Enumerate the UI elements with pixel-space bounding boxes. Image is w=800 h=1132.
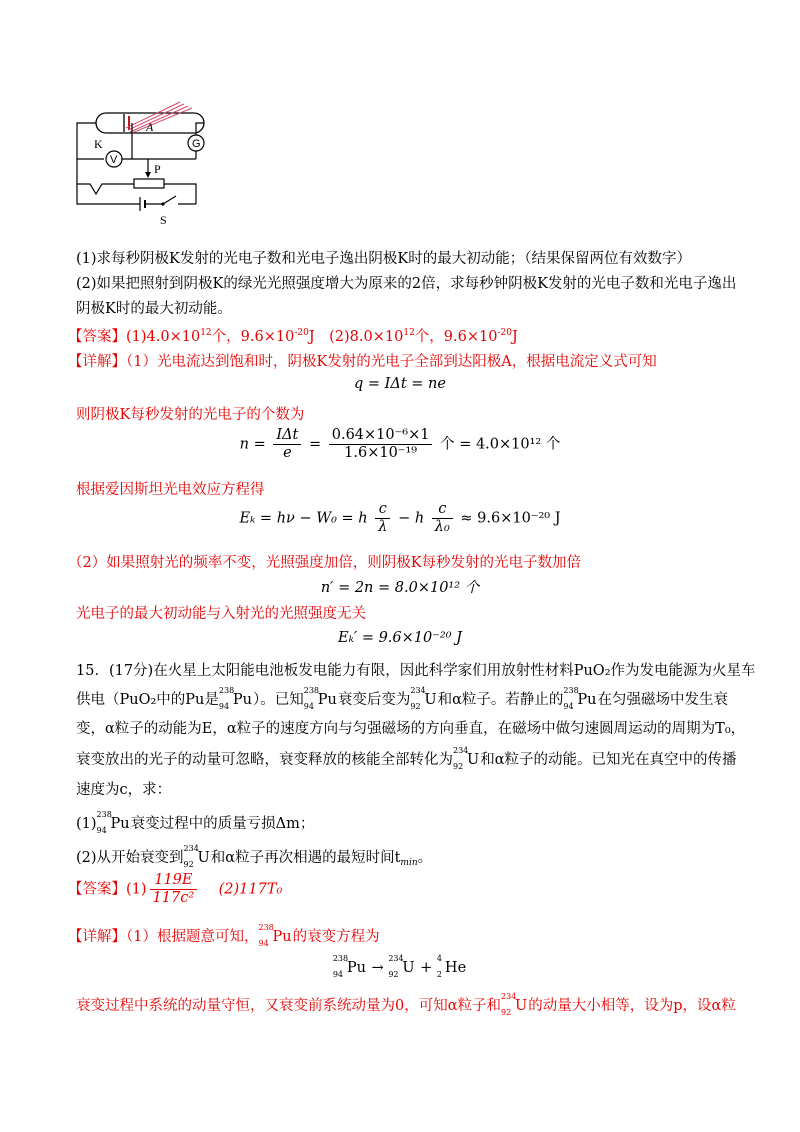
q14-part2-line2: 阴极K时的最大初动能。 [76, 301, 232, 317]
q15-answer: 【答案】(1) $\frac{119E}{\text{117c²}}$ (2)117T₀ [68, 872, 283, 906]
q15-line1: 15．(17分)在火星上太阳能电池板发电能力有限，因此科学家们用放射性材料PuO₂作为发电能源为火星车 [76, 663, 756, 679]
q14-eq4: n′ = 2n = 8.0×10¹² 个 [320, 580, 480, 596]
q14-detail-3: 根据爱因斯坦光电效应方程得 [76, 482, 265, 498]
label-s: S [160, 213, 167, 227]
q15-question1: (1) 238 94 Pu衰变过程中的质量亏损Δm； [76, 810, 315, 835]
q15-line4: 衰变放出的光子的动量可忽略，衰变释放的核能全部转化为 234 92 U和α粒子的动能。已知光在真空中的传播 [76, 746, 737, 771]
photoelectric-circuit-diagram [60, 100, 280, 230]
label-a: A [146, 120, 154, 134]
q14-eq3: Eₖ = hν − W₀ = h $\frac{c}{\lambda}$ − h $\frac{c}{\text{λ₀}}$ ≈ 9.6×10⁻²⁰ J [239, 501, 561, 535]
q14-detail-5: 光电子的最大初动能与入射光的光照强度无关 [76, 606, 366, 622]
q14-detail-4: （2）如果照射光的频率不变，光照强度加倍，则阴极K每秒发射的光电子数加倍 [68, 555, 582, 571]
q14-eq1: q = IΔt = ne [354, 376, 446, 392]
light-rays [126, 102, 192, 133]
label-k: K [94, 137, 103, 151]
label-p: P [154, 162, 161, 176]
q15-line2: 供电（PuO₂中的Pu是 238 94 Pu）。已知 238 94 Pu衰变后变为 234 92 U和α粒子。若静止的 238 94 Pu在匀强磁场中发生衰 [76, 686, 728, 711]
q15-detail-2: 衰变过程中系统的动量守恒，又衰变前系统动量为0，可知α粒子和 234 92 U的动量大小相等，设为p，设α粒 [76, 992, 736, 1017]
q15-line5: 速度为c，求： [76, 782, 172, 798]
q15-line3: 变，α粒子的动能为E，α粒子的速度方向与匀强磁场的方向垂直，在磁场中做匀速圆周运动的周期为T₀， [76, 721, 746, 737]
label-v: V [110, 154, 118, 166]
q14-eq2: n = $\frac{\text{IΔt}}{e}$ = $\frac{\text{0.64×10⁻⁶×1}}{\text{1.6×10⁻¹⁹}}$ 个 = 4.0×10¹² 个 [239, 427, 561, 461]
q14-part1: (1)求每秒阴极K发射的光电子数和光电子逸出阴极K时的最大初动能；（结果保留两位有效数字） [76, 251, 691, 267]
q14-answer: 【答案】$(1)4.0\times 10^{12}$个，$9.6\times 10^{-20}J$ $(2)8.0\times 10^{12}$个，$9.6\times 10^{-20}J$ [68, 328, 518, 345]
q14-detail-1: 【详解】（1）光电流达到饱和时，阴极K发射的光电子全部到达阳极A，根据电流定义式可知 [68, 354, 657, 370]
q14-detail-2: 则阴极K每秒发射的光电子的个数为 [76, 407, 305, 423]
q14-eq5: Eₖ′ = 9.6×10⁻²⁰ J [338, 630, 462, 646]
label-g: G [192, 138, 201, 150]
q15-detail-1: 【详解】（1）根据题意可知， 238 94 Pu的衰变方程为 [68, 923, 380, 948]
q15-decay-equation: 238 94 Pu → 234 92 U + 4 2 He [332, 954, 467, 979]
q14-part2-line1: (2)如果把照射到阴极K的绿光光照强度增大为原来的2倍，求每秒钟阴极K发射的光电子数和光电子逸出 [76, 276, 737, 292]
q15-question2: (2)从开始衰变到 234 92 U和α粒子再次相遇的最短时间$t_{min}$。 [76, 844, 433, 869]
